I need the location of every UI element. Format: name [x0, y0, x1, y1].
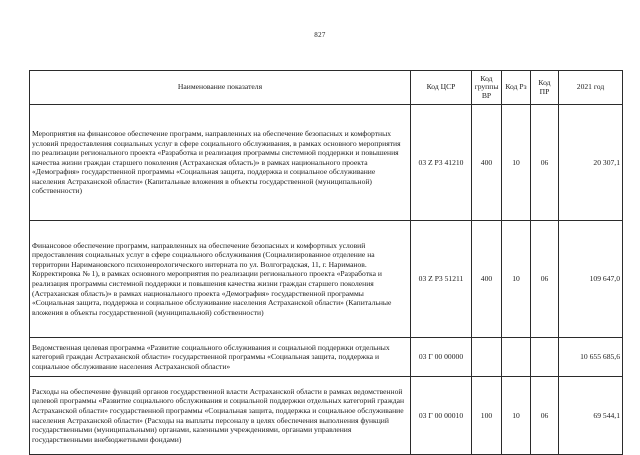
row-rz: 10	[502, 105, 531, 221]
row-name: Мероприятия на финансовое обеспечение программ, направленных на обеспечение безопасных и комфортных условий предоставления социальных услуг в сфере социального обслуживания, в рамках основного мероприятия по реализации регионального проекта «Разработка и реализация программы системной поддержки и повышения качества жизни граждан старшего поколения (Астраханская область)» в рамках национального проекта «Демография» государственной программы «Социальная защита, поддержка и социальное обслуживание населения Астраханской области» (Капитальные вложения в объекты государственной (муниципальной) собственности)	[30, 105, 411, 221]
header-pr: Код ПР	[531, 71, 559, 105]
header-name: Наименование показателя	[30, 71, 411, 105]
row-name: Расходы на обеспечение функций органов государственной власти Астраханской области в рамках ведомственной целевой программы «Развитие социального обслуживания и социальной поддержки отдельных категорий граждан Астраханской области» государственной программы «Социальная защита, поддержка и социальное обслуживание населения Астраханской области» (Расходы на выплаты персоналу в целях обеспечения выполнения функций государственными (муниципальными) органами, казенными учреждениями, органами управления государственными внебюджетными фондами)	[30, 377, 411, 455]
row-csr: 03 Z P3 51211	[411, 221, 472, 338]
table-row	[30, 105, 623, 221]
row-vr: 400	[472, 105, 502, 221]
row-pr	[531, 338, 559, 377]
row-vr: 100	[472, 377, 502, 455]
header-year: 2021 год	[559, 71, 623, 105]
table-row	[30, 338, 623, 377]
row-csr: 03 Г 00 00000	[411, 338, 472, 377]
row-amount: 109 647,0	[559, 221, 623, 338]
row-name: Финансовое обеспечение программ, направленных на обеспечение безопасных и комфортных условий предоставления социальных услуг в сфере социального обслуживания (Социализированное отделение на территории Наримановского психоневрологического интерната по ул. Волгоградская, 11, г. Нариманов. Корректировка № 1), в рамках основного мероприятия по реализации регионального проекта «Разработка и реализация программы системной поддержки и повышения качества жизни граждан старшего поколения (Астраханская область)» в рамках национального проекта «Демография» государственной программы «Социальная защита, поддержка и социальное обслуживание населения Астраханской области» (Капитальные вложения в объекты государственной (муниципальной) собственности)	[30, 221, 411, 338]
row-rz	[502, 338, 531, 377]
row-rz: 10	[502, 221, 531, 338]
table-row	[30, 221, 623, 338]
row-csr: 03 Г 00 00010	[411, 377, 472, 455]
row-amount: 20 307,1	[559, 105, 623, 221]
row-rz: 10	[502, 377, 531, 455]
header-vr: Код группы ВР	[472, 71, 502, 105]
row-amount: 10 655 685,6	[559, 338, 623, 377]
table-header-row	[30, 71, 623, 105]
budget-table	[29, 70, 623, 455]
table-row	[30, 377, 623, 455]
row-vr	[472, 338, 502, 377]
row-csr: 03 Z P3 41210	[411, 105, 472, 221]
row-amount: 69 544,1	[559, 377, 623, 455]
page-number: 827	[314, 31, 326, 39]
header-rz: Код Рз	[502, 71, 531, 105]
row-pr: 06	[531, 221, 559, 338]
row-vr: 400	[472, 221, 502, 338]
row-pr: 06	[531, 377, 559, 455]
row-pr: 06	[531, 105, 559, 221]
header-csr: Код ЦСР	[411, 71, 472, 105]
row-name: Ведомственная целевая программа «Развитие социального обслуживания и социальной поддержки отдельных категорий граждан Астраханской области» государственной программы «Социальная защита, поддержка и социальное обслуживание населения Астраханской области»	[30, 338, 411, 377]
